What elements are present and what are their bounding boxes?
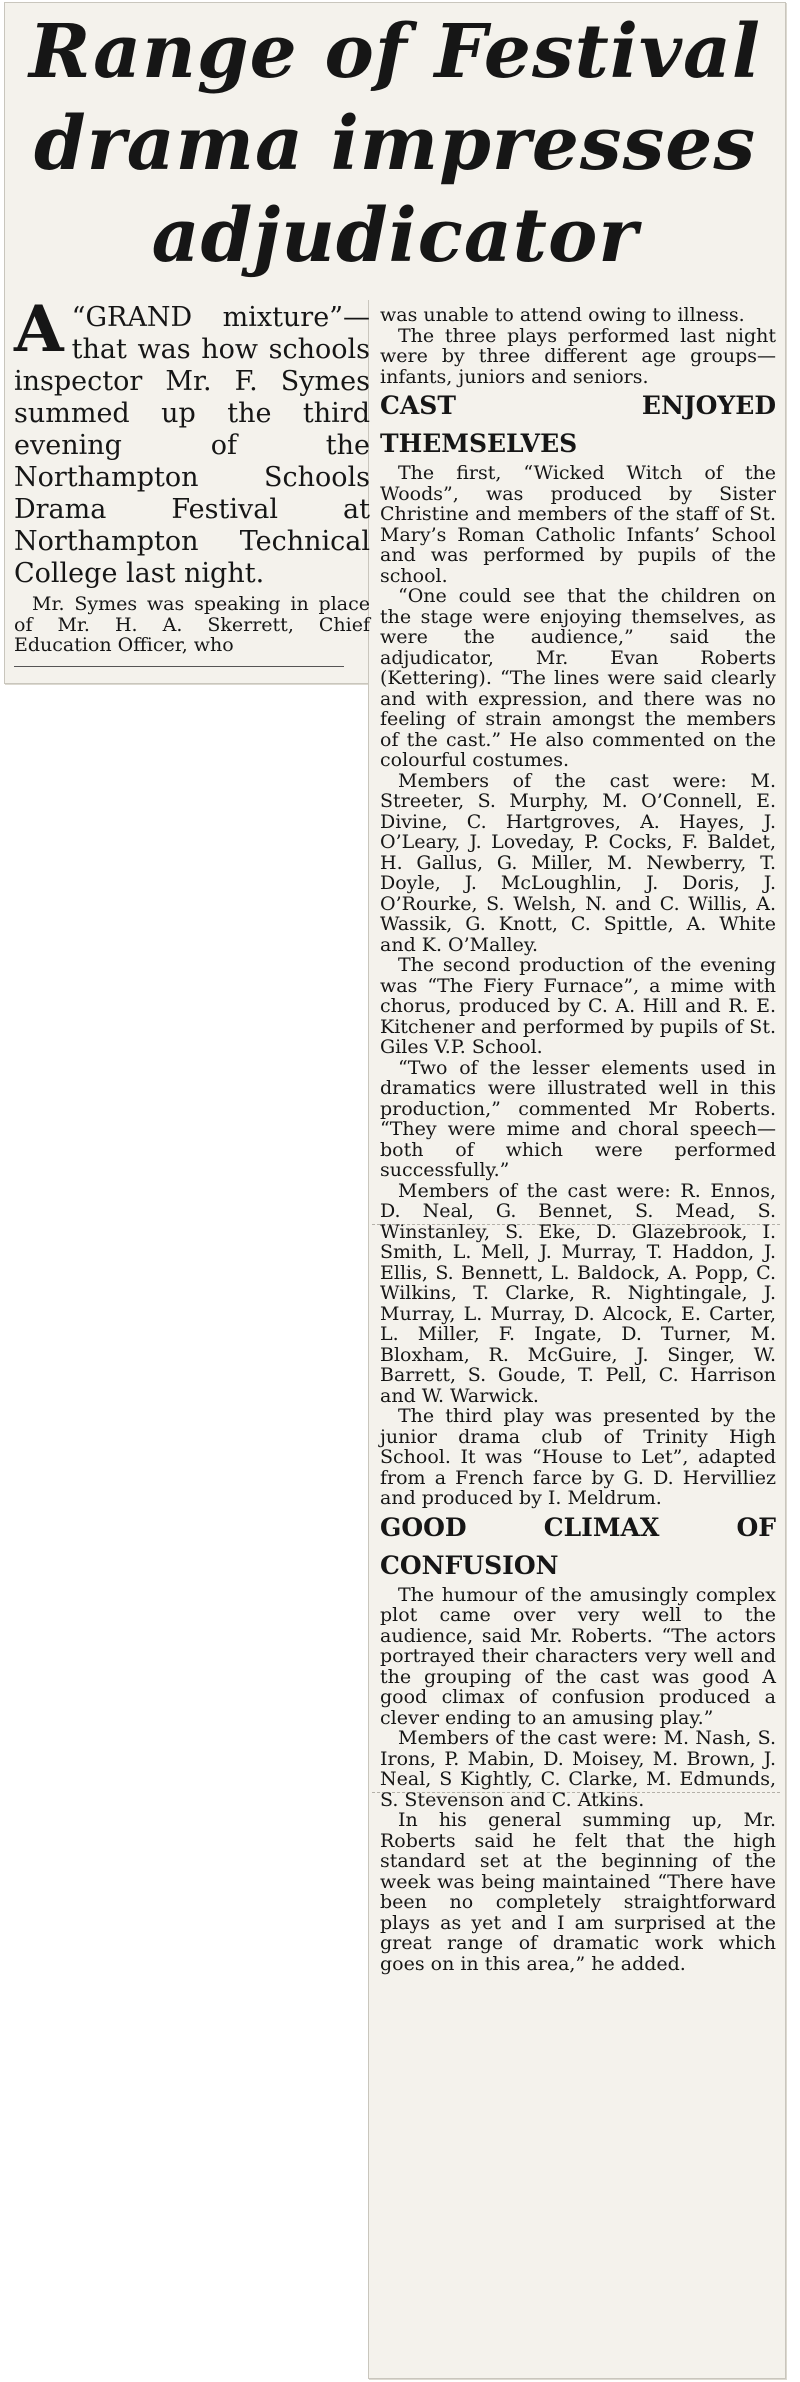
cast-list-paragraph: Members of the cast were: M. Nash, S. Irons, P. Mabin, D. Moisey, M. Brown, J. Neal, S Kightly, C. Clarke, M. Edmunds, S. Stevenson and C. Atkins. xyxy=(380,1727,776,1811)
body-paragraph: The third play was presented by the junior drama club of Trinity High School. It was “House to Let”, adapted from a French farce by G. D. Hervilliez and produced by I. Meldrum. xyxy=(380,1405,776,1509)
subheading: GOOD CLIMAX OF CONFUSION xyxy=(380,1512,776,1580)
column-rule xyxy=(14,666,344,667)
lead-paragraph xyxy=(14,292,370,590)
body-paragraph: Mr. Symes was speaking in place of Mr. H. A. Skerrett, Chief Education Officer, who xyxy=(14,593,370,656)
lead-text: “GRAND mixture”—that was how schools inspector Mr. F. Symes summed up the third evening of the Northampton Schools Drama Festival at Northampton Technical College last night. xyxy=(14,302,370,589)
left-column xyxy=(14,292,370,667)
body-paragraph: In his general summing up, Mr. Roberts said he felt that the high standard set at the beginning of the week was being maintained “There have been no completely straightforward plays as yet and I am surprised at the great range of dramatic work which goes on in this area,” he added. xyxy=(380,1809,776,1975)
body-paragraph: The three plays performed last night were by three different age groups—infants, juniors and seniors. xyxy=(380,324,776,388)
body-paragraph: The first, “Wicked Witch of the Woods”, was produced by Sister Christine and members of the staff of St. Mary’s Roman Catholic Infants’ School and was performed by pupils of the school. xyxy=(380,462,776,587)
body-paragraph: The second production of the evening was “The Fiery Furnace”, a mime with chorus, produced by C. A. Hill and R. E. Kitchener and performed by pupils of St. Giles V.P. School. xyxy=(380,954,776,1058)
body-paragraph: “Two of the lesser elements used in dramatics were illustrated well in this production,” commented Mr Roberts. “They were mime and choral speech—both of which were performed successfully.” xyxy=(380,1056,776,1181)
body-paragraph: was unable to attend owing to illness. xyxy=(380,304,745,326)
body-paragraph: “One could see that the children on the stage were enjoying themselves, as were the audience,” said the adjudicator, Mr. Evan Roberts (Kettering). “The lines were said clearly and with expression, and there was no feeling of strain amongst the members of the cast.” He also commented on the colourful costumes. xyxy=(380,585,776,771)
subheading: CAST ENJOYED THEMSELVES xyxy=(380,391,776,458)
drop-cap: A xyxy=(14,292,64,367)
body-paragraph: The humour of the amusingly complex plot came over very well to the audience, said Mr. Roberts. “The actors portrayed their characters very well and the grouping of the cast was good A good climax of confusion produced a clever ending to an amusing play.” xyxy=(380,1583,776,1729)
right-column xyxy=(380,305,776,1974)
headline: Range of Festival drama impresses adjudicator xyxy=(28,9,762,279)
cast-list-paragraph: Members of the cast were: M. Streeter, S. Murphy, M. O’Connell, E. Divine, C. Hartgroves, A. Hayes, J. O’Leary, J. Loveday, P. Cocks, F. Baldet, H. Gallus, G. Miller, M. Newberry, T. Doyle, J. McLoughlin, J. Doris, J. O’Rourke, S. Welsh, N. and C. Willis, A. Wassik, G. Knott, C. Spittle, A. White and K. O’Malley. xyxy=(380,769,776,956)
cast-list-paragraph: Members of the cast were: R. Ennos, D. Neal, G. Bennet, S. Mead, S. Winstanley, S. Eke, D. Glazebrook, I. Smith, L. Mell, J. Murray, T. Haddon, J. Ellis, S. Bennett, L. Baldock, A. Popp, C. Wilkins, T. Clarke, R. Nightingale, J. Murray, L. Murray, D. Alcock, E. Carter, L. Miller, F. Ingate, D. Turner, M. Bloxham, R. McGuire, J. Singer, W. Barrett, S. Goude, T. Pell, C. Harrison and W. Warwick. xyxy=(380,1179,776,1407)
